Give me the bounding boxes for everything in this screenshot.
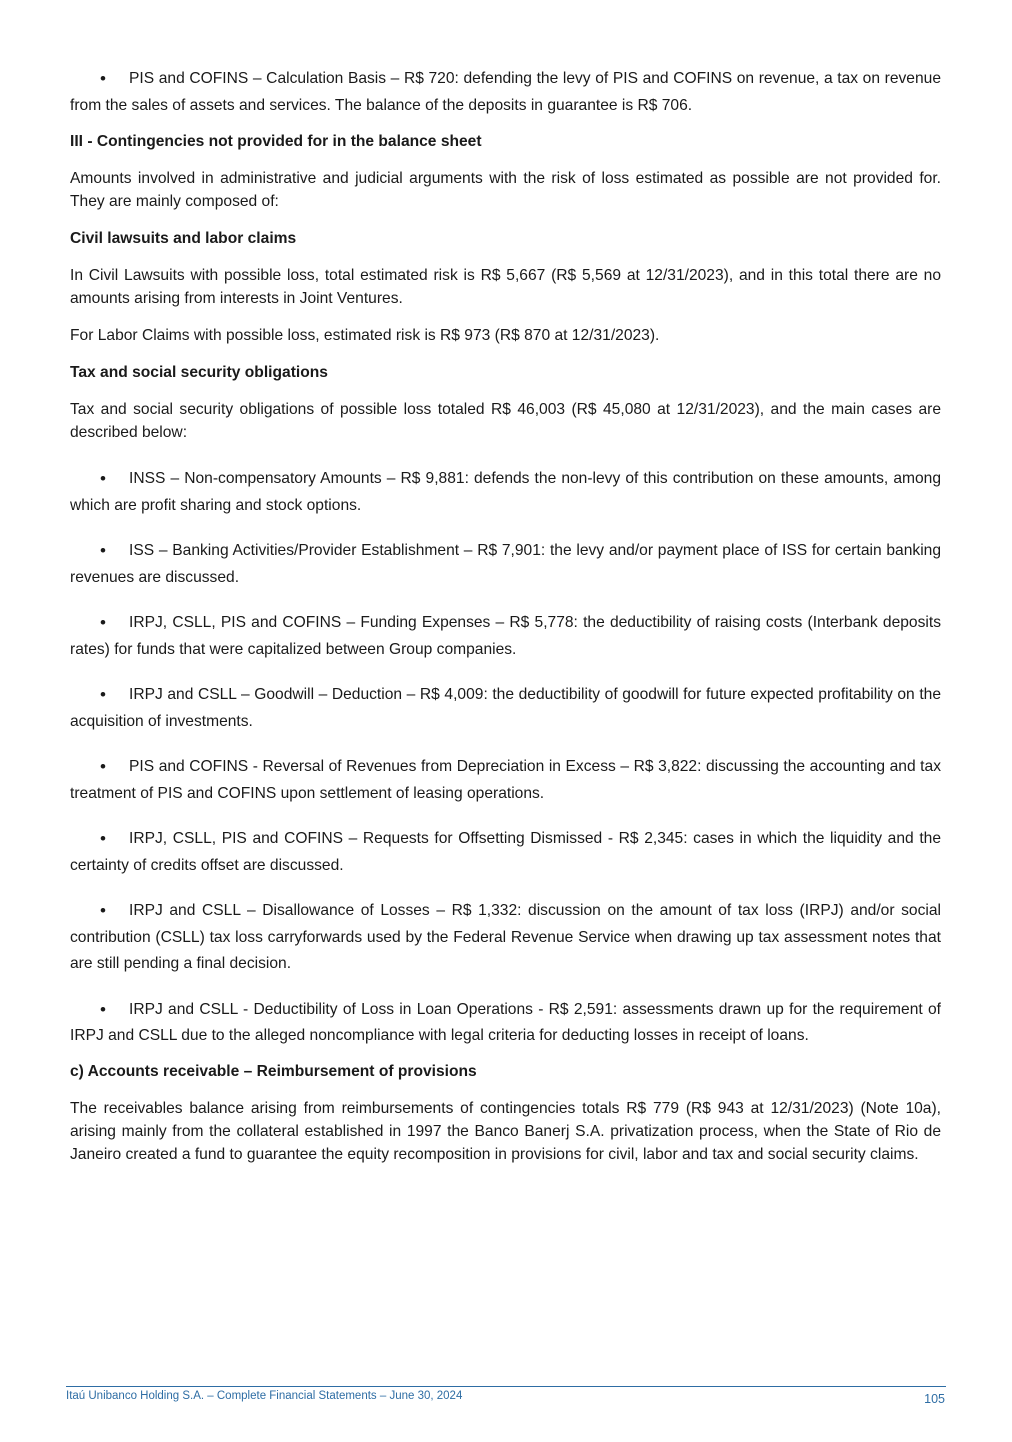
bullet-goodwill <box>70 682 941 735</box>
bullet-text: IRPJ and CSLL – Disallowance of Losses – R$ 1,332: discussion on the amount of tax loss (IRPJ) and/or social contribution (CSLL) tax loss carryforwards used by the Federal Revenue Service when drawing up tax assessment notes that are still pending a final decision. <box>70 902 941 972</box>
bullet-text: IRPJ, CSLL, PIS and COFINS – Requests for Offsetting Dismissed - R$ 2,345: cases in which the liquidity and the certainty of credits offset are discussed. <box>70 830 941 874</box>
bullet-dot-icon: • <box>100 69 106 88</box>
bullet-dot-icon: • <box>100 541 106 560</box>
bullet-text: IRPJ, CSLL, PIS and COFINS – Funding Expenses – R$ 5,778: the deductibility of raising costs (Interbank deposits rates) for funds that were capitalized between Group companies. <box>70 614 941 658</box>
bullet-dot-icon: • <box>100 829 106 848</box>
tax-obligations-intro: Tax and social security obligations of possible loss totaled R$ 46,003 (R$ 45,080 at 12/31/2023), and the main cases are described below: <box>70 401 941 441</box>
bullet-text: IRPJ and CSLL - Deductibility of Loss in Loan Operations - R$ 2,591: assessments drawn up for the requirement of IRPJ and CSLL due to the alleged noncompliance with legal criteria for deducting losses in receipt of loans. <box>70 1000 941 1044</box>
bullet-dot-icon: • <box>100 613 106 632</box>
footer-document-title: Itaú Unibanco Holding S.A. – Complete Financial Statements – June 30, 2024 <box>66 1390 463 1402</box>
bullet-dot-icon: • <box>100 901 106 920</box>
bullet-depreciation <box>70 754 941 807</box>
bullet-inss <box>70 466 941 519</box>
civil-lawsuits-paragraph: In Civil Lawsuits with possible loss, total estimated risk is R$ 5,667 (R$ 5,569 at 12/31/2023), and in this total there are no amounts arising from interests in Joint Ventures. <box>70 267 941 307</box>
accounts-receivable-heading: c) Accounts receivable – Reimbursement of provisions <box>70 1062 477 1080</box>
bullet-dot-icon: • <box>100 757 106 776</box>
bullet-text: IRPJ and CSLL – Goodwill – Deduction – R$ 4,009: the deductibility of goodwill for future expected profitability on the acquisition of investments. <box>70 686 941 730</box>
bullet-funding-expenses <box>70 610 941 663</box>
accounts-receivable-text: The receivables balance arising from reimbursements of contingencies totals R$ 779 (R$ 943 at 12/31/2023) (Note 10a), arising mainly from the collateral established in 1997 the Banco Banerj S.A. privatization process, when the State of Rio de Janeiro created a fund to guarantee the equity recomposition in provisions for civil, labor and tax and social security claims. <box>70 1099 941 1163</box>
page-number: 105 <box>924 1392 945 1406</box>
labor-claims-paragraph: For Labor Claims with possible loss, estimated risk is R$ 973 (R$ 870 at 12/31/2023). <box>70 327 660 344</box>
bullet-dot-icon: • <box>100 999 106 1019</box>
bullet-text: PIS and COFINS – Calculation Basis – R$ 720: defending the levy of PIS and COFINS on revenue, a tax on revenue from the sales of assets and services. The balance of the deposits in guarantee is R$ 706. <box>70 70 941 114</box>
document-page <box>70 66 941 1180</box>
bullet-disallowance <box>70 898 941 978</box>
bullet-offsetting <box>70 826 941 879</box>
page-footer <box>66 1386 946 1406</box>
bullet-pis-cofins-calculation-basis <box>70 66 941 119</box>
section-iii-text: Amounts involved in administrative and judicial arguments with the risk of loss estimated as possible are not provided for. They are mainly composed of: <box>70 170 941 210</box>
section-iii-heading: III - Contingencies not provided for in the balance sheet <box>70 133 482 150</box>
bullet-text: ISS – Banking Activities/Provider Establishment – R$ 7,901: the levy and/or payment place of ISS for certain banking revenues are discussed. <box>70 542 941 586</box>
bullet-text: INSS – Non-compensatory Amounts – R$ 9,881: defends the non-levy of this contribution on these amounts, among which are profit sharing and stock options. <box>70 470 941 514</box>
bullet-loan-losses <box>70 997 941 1050</box>
bullet-text: PIS and COFINS - Reversal of Revenues from Depreciation in Excess – R$ 3,822: discussing the accounting and tax treatment of PIS and COFINS upon settlement of leasing operations. <box>70 758 941 802</box>
bullet-dot-icon: • <box>100 685 106 704</box>
civil-labor-heading: Civil lawsuits and labor claims <box>70 230 297 247</box>
bullet-iss <box>70 538 941 591</box>
bullet-dot-icon: • <box>100 469 106 488</box>
tax-obligations-heading: Tax and social security obligations <box>70 364 328 381</box>
